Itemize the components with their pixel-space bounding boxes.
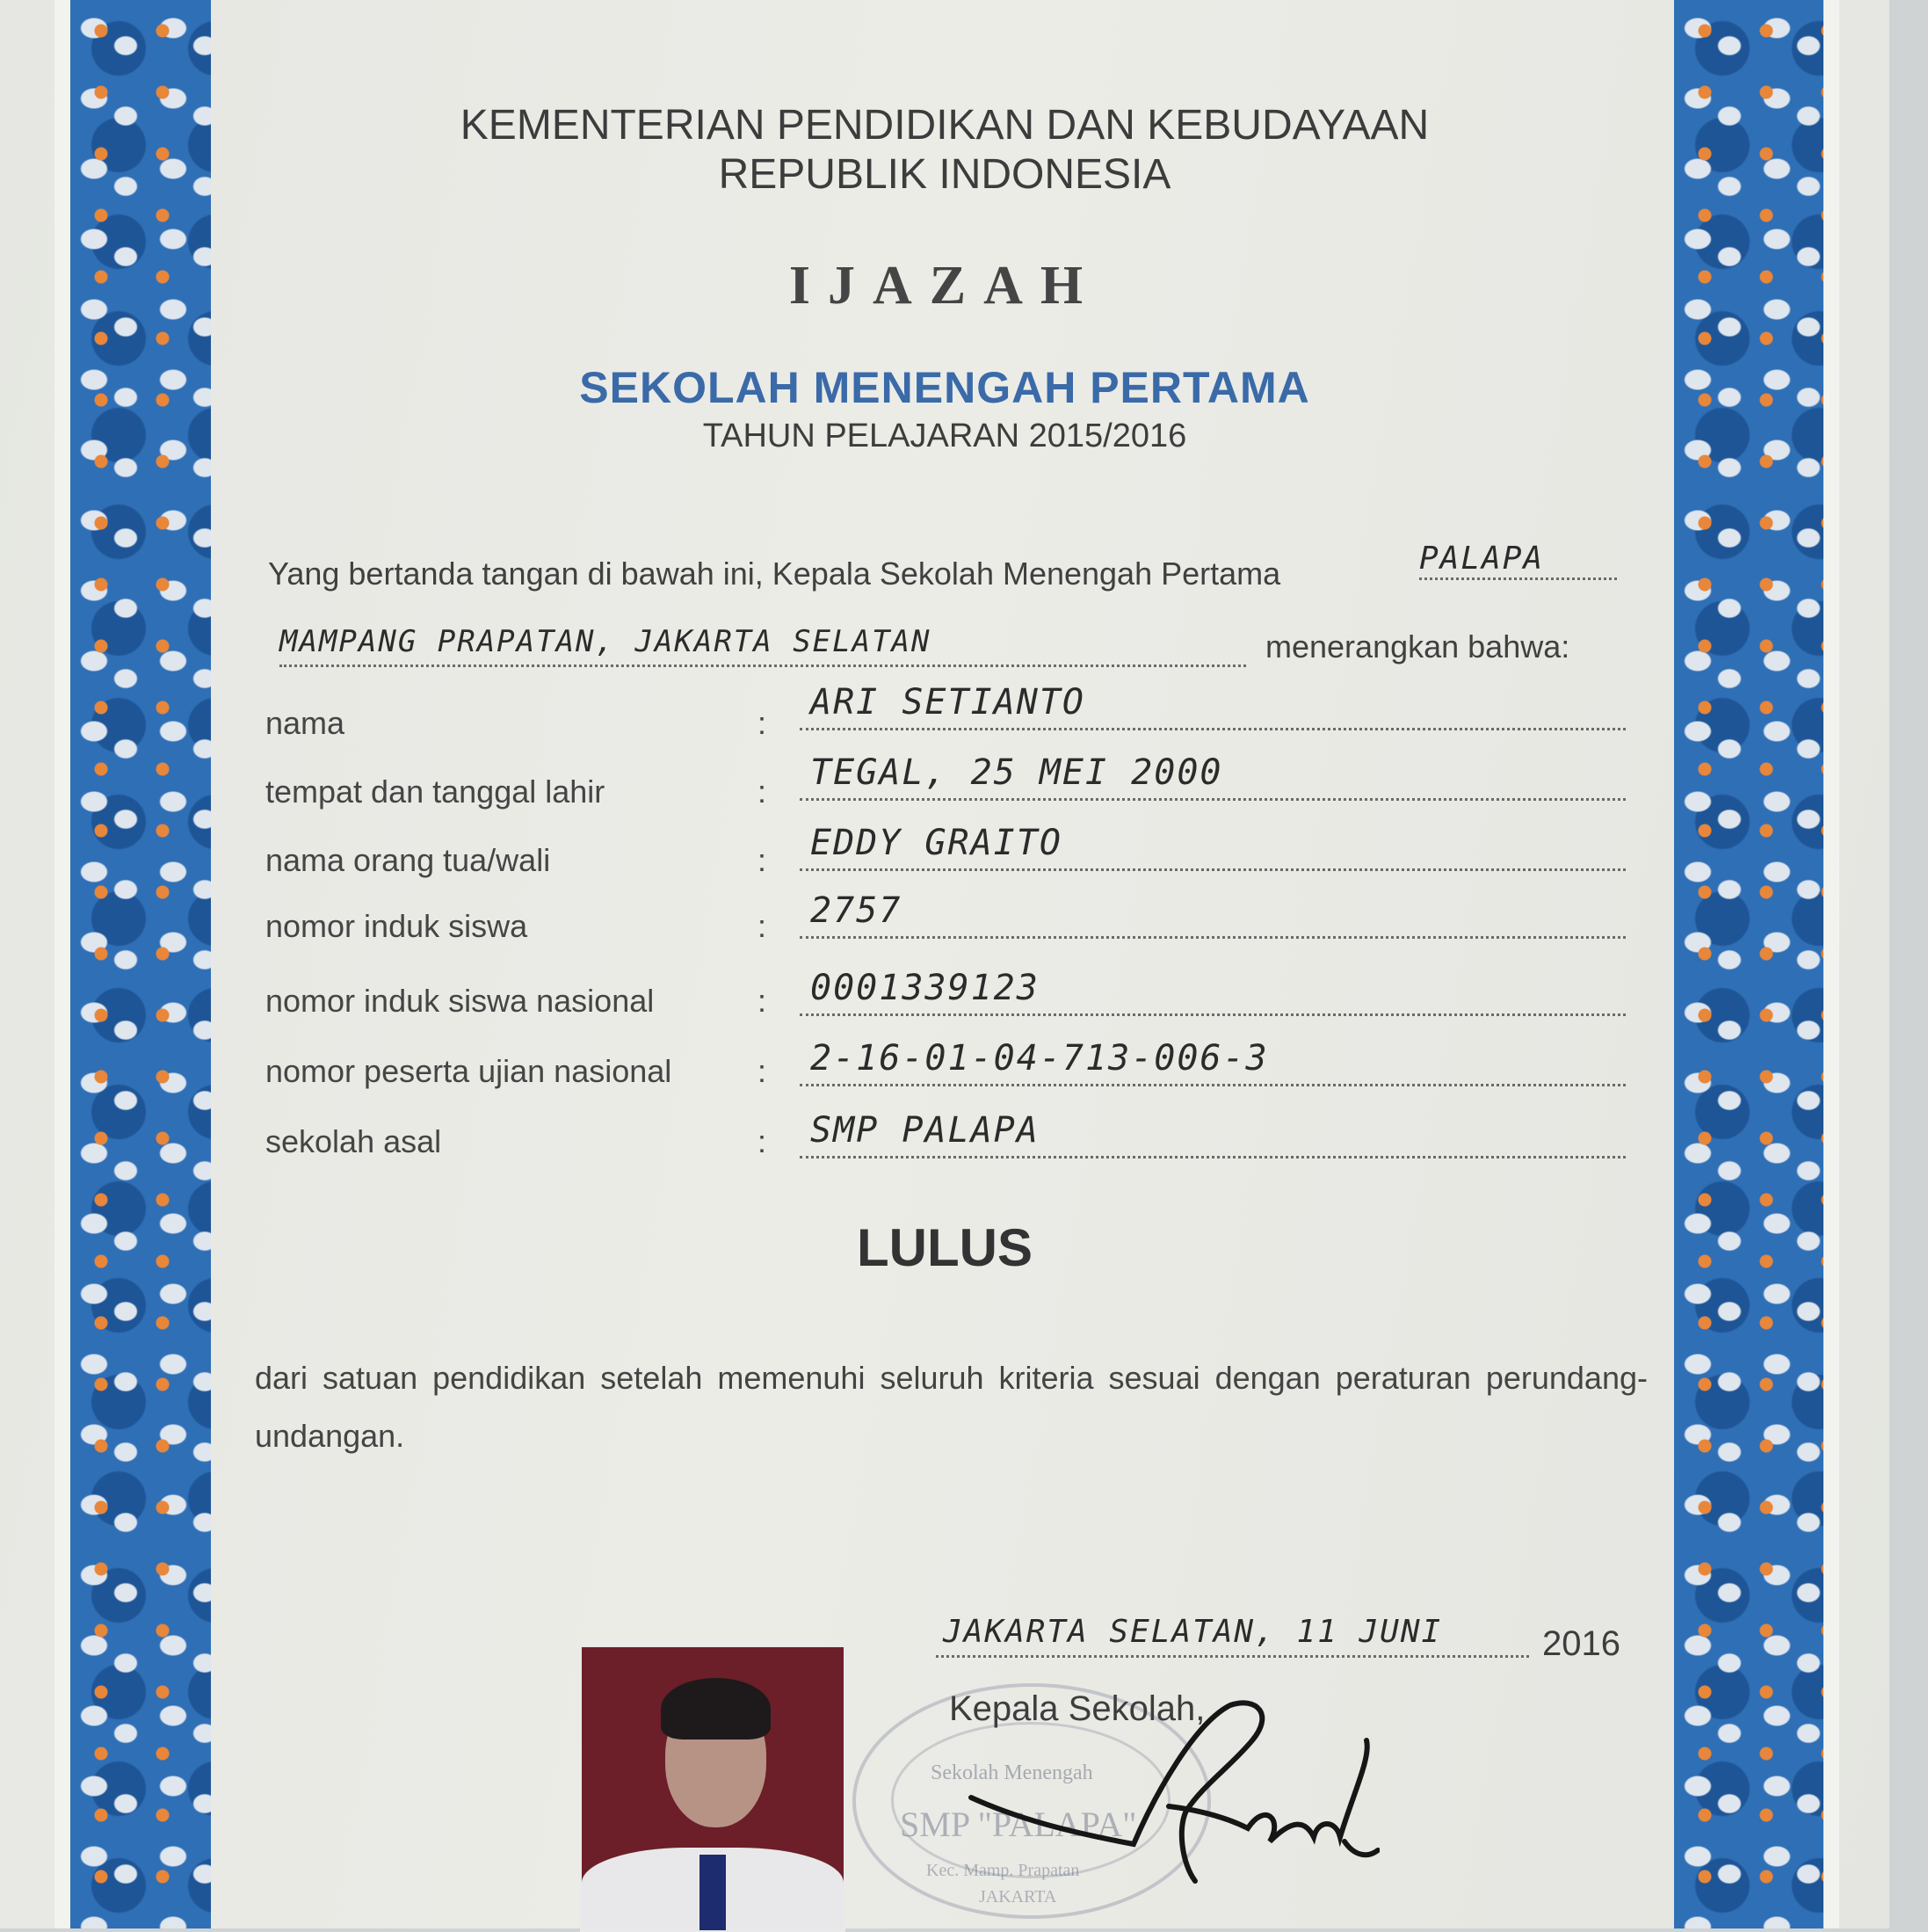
field-value-origin-school	[800, 1112, 1626, 1158]
field-value-nama	[800, 684, 1626, 730]
school-name-value: PALAPA	[1419, 541, 1545, 577]
statement-text: dari satuan pendidikan setelah memenuhi seluruh kriteria sesuai dengan peraturan perundang-undangan.	[255, 1360, 1648, 1454]
field-value-nis	[800, 892, 1626, 939]
field-value-text: EDDY GRAITO	[810, 823, 1062, 863]
field-colon: :	[757, 1053, 767, 1089]
field-label-origin-school: sekolah asal	[265, 1123, 442, 1159]
intro-text: Yang bertanda tangan di bawah ini, Kepala Sekolah Menengah Pertama	[268, 556, 1281, 592]
photo-tie	[699, 1855, 726, 1932]
field-label-parent: nama orang tua/wali	[265, 842, 551, 878]
student-photo	[580, 1645, 845, 1932]
signing-year: 2016	[1542, 1624, 1620, 1663]
field-value-text: TEGAL, 25 MEI 2000	[810, 752, 1223, 793]
intro-school-name	[1419, 541, 1617, 580]
school-address-value: MAMPANG PRAPATAN, JAKARTA SELATAN	[279, 624, 931, 659]
field-value-birth	[800, 754, 1626, 801]
field-value-parent	[800, 824, 1626, 871]
ministry-line-1: KEMENTERIAN PENDIDIKAN DAN KEBUDAYAAN	[460, 102, 1430, 149]
field-label-nis: nomor induk siswa	[265, 908, 528, 944]
headmaster-signature	[967, 1688, 1380, 1899]
stamp-line-2: SMP "PALAPA"	[900, 1805, 1137, 1844]
document-title: IJAZAH	[788, 256, 1101, 316]
field-value-text: 0001339123	[810, 968, 1040, 1008]
ministry-heading	[0, 101, 1889, 200]
stamp-line-1: Sekolah Menengah	[931, 1761, 1093, 1784]
intro-text-2: menerangkan bahwa:	[1265, 628, 1570, 665]
field-label-birth: tempat dan tanggal lahir	[265, 774, 605, 810]
result-status: LULUS	[857, 1218, 1033, 1277]
field-value-text: SMP PALAPA	[810, 1110, 1040, 1151]
field-label-nama: nama	[265, 705, 345, 741]
field-value-nisn	[800, 970, 1626, 1016]
signature-stroke	[971, 1703, 1378, 1881]
field-colon: :	[757, 908, 767, 944]
field-label-nisn: nomor induk siswa nasional	[265, 983, 655, 1019]
field-value-text: 2-16-01-04-713-006-3	[810, 1038, 1269, 1079]
school-address	[279, 624, 1246, 667]
academic-year: TAHUN PELAJARAN 2015/2016	[702, 418, 1187, 454]
field-value-exam-number	[800, 1040, 1626, 1086]
field-colon: :	[757, 1123, 767, 1159]
ministry-line-2: REPUBLIK INDONESIA	[718, 151, 1171, 198]
photo-hair	[661, 1678, 771, 1740]
headmaster-title: Kepala Sekolah,	[949, 1689, 1206, 1728]
field-value-text: 2757	[810, 890, 902, 931]
school-level: SEKOLAH MENENGAH PERTAMA	[579, 363, 1310, 412]
field-colon: :	[757, 705, 767, 741]
place-date-value: JAKARTA SELATAN, 11 JUNI	[943, 1614, 1443, 1650]
field-colon: :	[757, 774, 767, 810]
stamp-line-4: JAKARTA	[979, 1887, 1057, 1907]
field-value-text: ARI SETIANTO	[810, 682, 1085, 723]
stamp-line-3: Kec. Mamp. Prapatan	[926, 1861, 1080, 1880]
signing-place-date	[936, 1611, 1529, 1658]
field-colon: :	[757, 983, 767, 1019]
field-colon: :	[757, 842, 767, 878]
field-label-exam-number: nomor peserta ujian nasional	[265, 1053, 672, 1089]
